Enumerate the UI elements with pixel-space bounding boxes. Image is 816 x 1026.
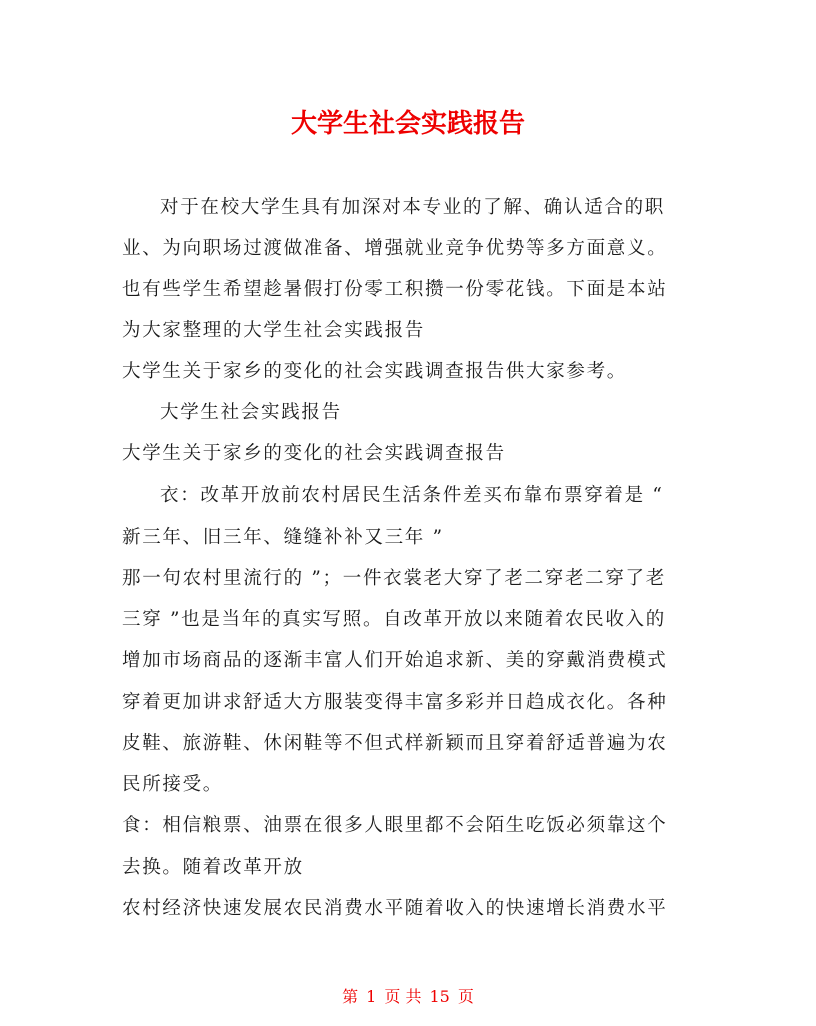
footer-suffix: 页 xyxy=(457,987,474,1006)
body-line-7: 大学生关于家乡的变化的社会实践调查报告 xyxy=(122,443,506,464)
footer-prefix: 第 xyxy=(342,987,359,1006)
body-line-15: 民所接受。 xyxy=(122,774,224,795)
body-line-5: 大学生关于家乡的变化的社会实践调查报告供大家参考。 xyxy=(122,361,628,382)
body-line-3: 也有些学生希望趁暑假打份零工积攒一份零花钱。下面是本站 xyxy=(122,279,668,300)
footer-page-number: 1 xyxy=(366,987,377,1006)
body-line-4: 为大家整理的大学生社会实践报告 xyxy=(122,320,426,341)
body-line-14: 皮鞋、旅游鞋、休闲鞋等不但式样新颖而且穿着舒适普遍为农 xyxy=(122,733,668,754)
body-line-12: 增加市场商品的逐渐丰富人们开始追求新、美的穿戴消费模式 xyxy=(122,650,668,671)
body-line-1: 对于在校大学生具有加深对本专业的了解、确认适合的职 xyxy=(160,197,666,218)
body-line-13: 穿着更加讲求舒适大方服装变得丰富多彩并日趋成衣化。各种 xyxy=(122,692,668,713)
page-footer xyxy=(0,985,816,1009)
body-line-16: 食：相信粮票、油票在很多人眼里都不会陌生吃饭必须靠这个 xyxy=(122,815,668,836)
body-line-18: 农村经济快速发展农民消费水平随着收入的快速增长消费水平 xyxy=(122,898,668,919)
body-line-17: 去换。随着改革开放 xyxy=(122,857,304,878)
body-line-10: 那一句农村里流行的 ”；一件衣裳老大穿了老二穿老二穿了老 xyxy=(122,568,666,589)
body-line-9: 新三年、旧三年、缝缝补补又三年 ” xyxy=(122,527,444,548)
document-title: 大学生社会实践报告 xyxy=(290,109,525,139)
footer-total-pages: 15 xyxy=(429,987,450,1006)
footer-middle: 页 共 xyxy=(384,987,422,1006)
body-line-11: 三穿 ”也是当年的真实写照。自改革开放以来随着农民收入的 xyxy=(122,609,666,630)
body-line-8: 衣：改革开放前农村居民生活条件差买布靠布票穿着是 “ xyxy=(160,485,664,506)
body-line-6: 大学生社会实践报告 xyxy=(160,402,342,423)
body-line-2: 业、为向职场过渡做准备、增强就业竞争优势等多方面意义。 xyxy=(122,238,668,259)
